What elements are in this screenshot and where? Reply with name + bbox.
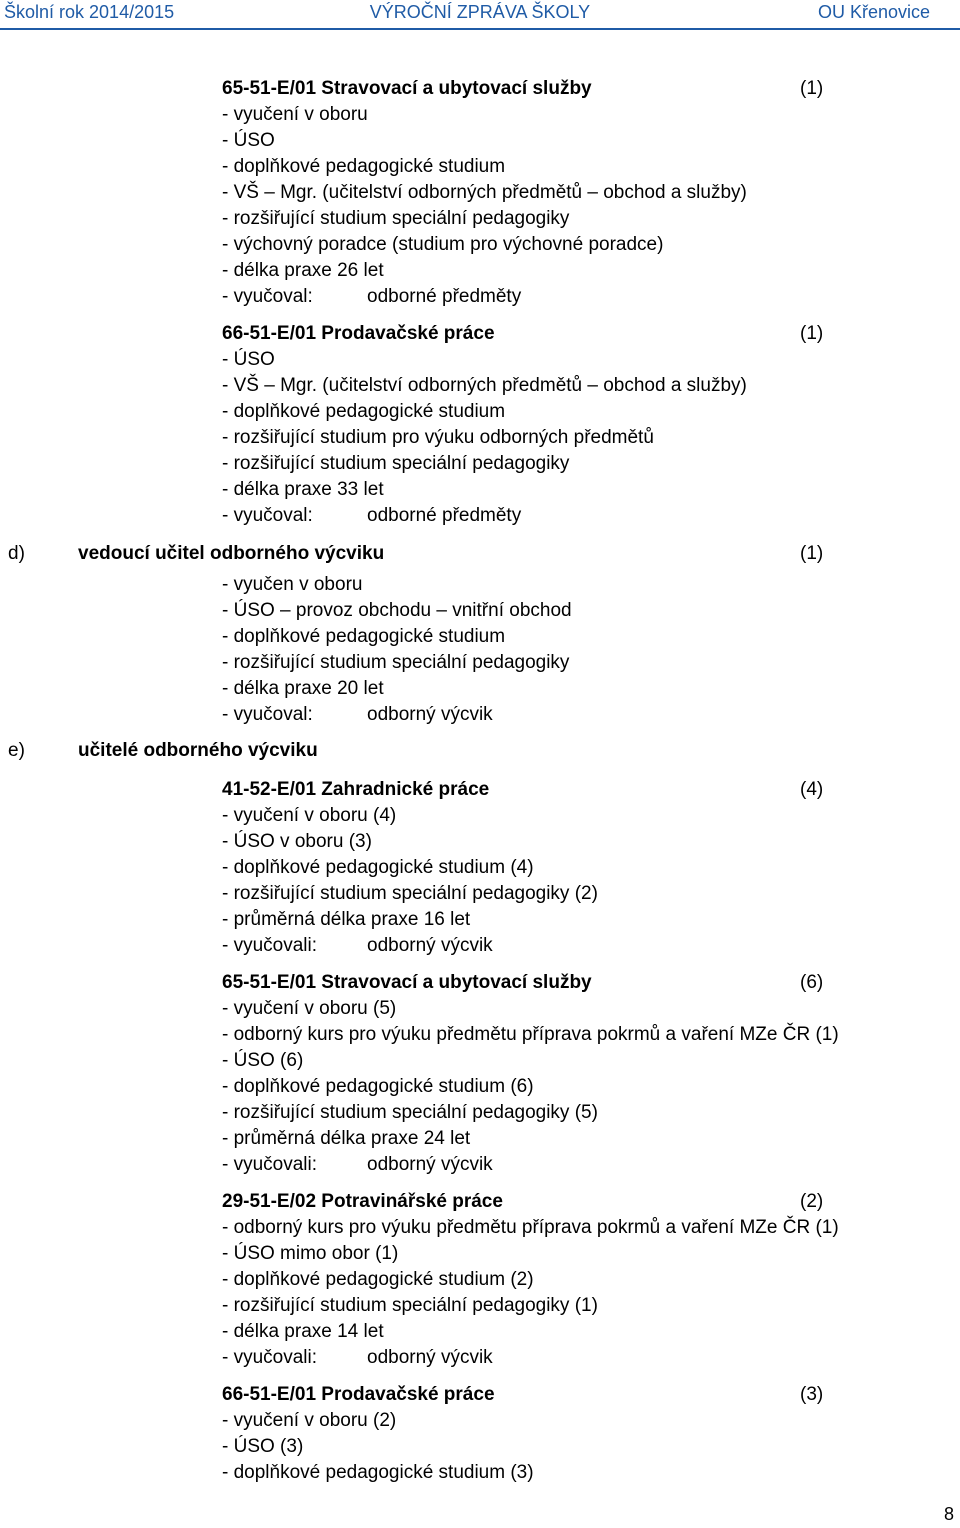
qualification-item: - ÚSO – provoz obchodu – vnitřní obchod	[222, 600, 572, 621]
section-letter-d: d)	[8, 543, 25, 564]
taught-value: odborné předměty	[367, 286, 522, 307]
qualification-item: - rozšiřující studium speciální pedagogiky	[222, 652, 570, 673]
qualification-item: - ÚSO (3)	[222, 1436, 304, 1457]
teacher-count: (2)	[800, 1191, 824, 1212]
section-title-e: učitelé odborného výcviku	[78, 740, 318, 761]
qualification-item: - rozšiřující studium speciální pedagogiky (5)	[222, 1102, 598, 1123]
header-report-title: VÝROČNÍ ZPRÁVA ŠKOLY	[369, 2, 591, 22]
section-title-d: vedoucí učitel odborného výcviku	[78, 543, 385, 564]
qualification-item: - doplňkové pedagogické studium (3)	[222, 1462, 534, 1483]
qualification-item: - délka praxe 33 let	[222, 479, 384, 500]
teacher-count: (1)	[800, 323, 824, 344]
page-header	[0, 0, 960, 28]
taught-label: - vyučovali:	[222, 935, 318, 956]
qualification-item: - odborný kurs pro výuku předmětu příprava pokrmů a vaření MZe ČR (1)	[222, 1024, 839, 1045]
qualification-item: - vyučení v oboru (5)	[222, 998, 397, 1019]
qualification-item: - délka praxe 20 let	[222, 678, 384, 699]
taught-subjects-row	[222, 1345, 493, 1371]
qualification-item: - vyučen v oboru	[222, 574, 363, 595]
qualification-item: - doplňkové pedagogické studium	[222, 156, 506, 177]
taught-subjects-row	[222, 284, 521, 310]
taught-subjects-row	[222, 933, 493, 959]
teacher-count: (3)	[800, 1384, 824, 1405]
field-title: 29-51-E/02 Potravinářské práce	[222, 1191, 503, 1212]
qualification-item: - vyučení v oboru (2)	[222, 1410, 397, 1431]
header-divider	[0, 28, 960, 30]
qualification-item: - doplňkové pedagogické studium (4)	[222, 857, 534, 878]
teacher-count: (6)	[800, 972, 824, 993]
taught-subjects-row	[222, 1152, 493, 1178]
qualification-item: - rozšiřující studium speciální pedagogiky	[222, 453, 570, 474]
field-title: 66-51-E/01 Prodavačské práce	[222, 323, 495, 344]
qualification-item: - ÚSO	[222, 349, 275, 370]
qualification-item: - rozšiřující studium speciální pedagogiky	[222, 208, 570, 229]
qualification-item: - vyučení v oboru (4)	[222, 805, 397, 826]
taught-subjects-row	[222, 702, 493, 728]
qualification-item: - VŠ – Mgr. (učitelství odborných předmětů – obchod a služby)	[222, 182, 747, 203]
taught-value: odborný výcvik	[367, 1347, 493, 1368]
taught-label: - vyučoval:	[222, 505, 313, 526]
qualification-item: - VŠ – Mgr. (učitelství odborných předmětů – obchod a služby)	[222, 375, 747, 396]
teacher-count: (4)	[800, 779, 824, 800]
header-school-name: OU Křenovice	[817, 2, 930, 22]
qualification-item: - výchovný poradce (studium pro výchovné poradce)	[222, 234, 664, 255]
qualification-item: - ÚSO v oboru (3)	[222, 831, 372, 852]
qualification-item: - rozšiřující studium speciální pedagogiky (1)	[222, 1295, 598, 1316]
qualification-item: - délka praxe 26 let	[222, 260, 384, 281]
qualification-item: - doplňkové pedagogické studium (6)	[222, 1076, 534, 1097]
qualification-item: - ÚSO	[222, 130, 275, 151]
taught-label: - vyučovali:	[222, 1347, 318, 1368]
teacher-count: (1)	[800, 543, 824, 564]
qualification-item: - ÚSO mimo obor (1)	[222, 1243, 399, 1264]
field-title: 41-52-E/01 Zahradnické práce	[222, 779, 490, 800]
taught-label: - vyučoval:	[222, 704, 313, 725]
qualification-item: - rozšiřující studium speciální pedagogiky (2)	[222, 883, 598, 904]
qualification-item: - doplňkové pedagogické studium (2)	[222, 1269, 534, 1290]
taught-subjects-row	[222, 503, 521, 529]
section-letter-e: e)	[8, 740, 25, 761]
taught-label: - vyučovali:	[222, 1154, 318, 1175]
qualification-item: - délka praxe 14 let	[222, 1321, 384, 1342]
taught-value: odborné předměty	[367, 505, 522, 526]
header-school-year: Školní rok 2014/2015	[4, 2, 175, 22]
taught-value: odborný výcvik	[367, 935, 493, 956]
page-number: 8	[944, 1504, 955, 1524]
field-title: 65-51-E/01 Stravovací a ubytovací služby	[222, 972, 592, 993]
qualification-item: - ÚSO (6)	[222, 1050, 304, 1071]
qualification-item: - vyučení v oboru	[222, 104, 368, 125]
qualification-item: - průměrná délka praxe 24 let	[222, 1128, 471, 1149]
taught-label: - vyučoval:	[222, 286, 313, 307]
qualification-item: - doplňkové pedagogické studium	[222, 626, 506, 647]
qualification-item: - doplňkové pedagogické studium	[222, 401, 506, 422]
qualification-item: - průměrná délka praxe 16 let	[222, 909, 471, 930]
field-title: 66-51-E/01 Prodavačské práce	[222, 1384, 495, 1405]
qualification-item: - odborný kurs pro výuku předmětu příprava pokrmů a vaření MZe ČR (1)	[222, 1217, 839, 1238]
taught-value: odborný výcvik	[367, 1154, 493, 1175]
qualification-item: - rozšiřující studium pro výuku odborných předmětů	[222, 427, 654, 448]
teacher-count: (1)	[800, 78, 824, 99]
field-title: 65-51-E/01 Stravovací a ubytovací služby	[222, 78, 592, 99]
taught-value: odborný výcvik	[367, 704, 493, 725]
